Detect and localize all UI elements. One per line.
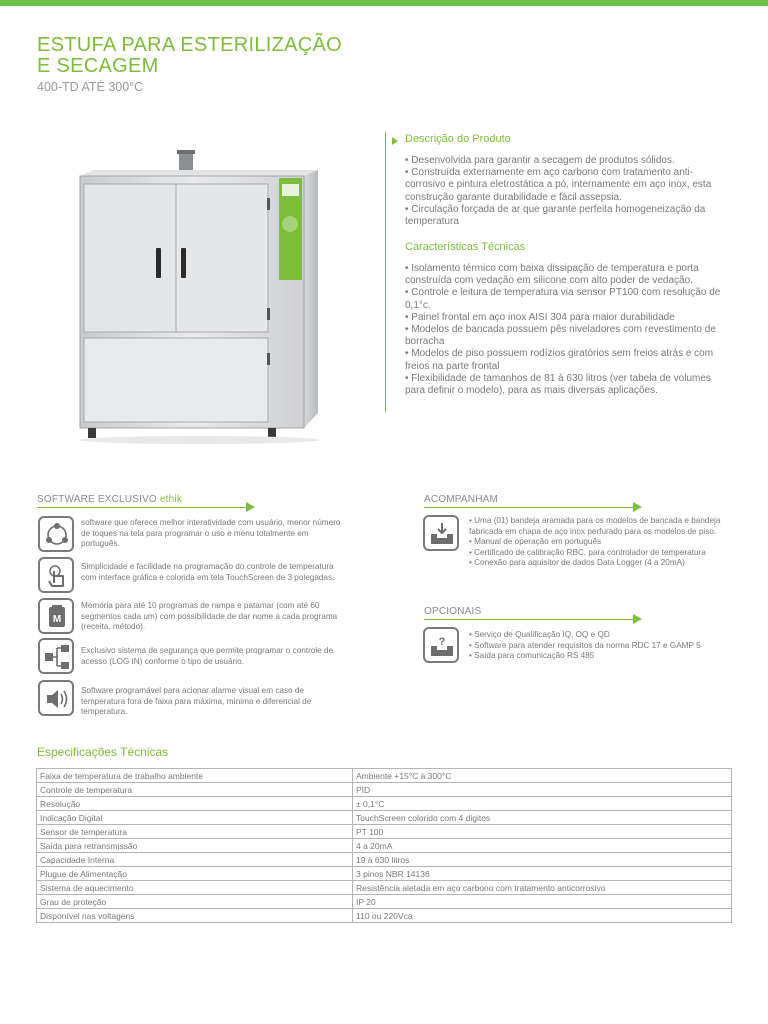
spec-key: Faixa de temperatura de trabalho ambiente (37, 769, 353, 783)
spec-key: Sensor de temperatura (37, 825, 353, 839)
opcionais-item: • Serviço de Qualificação IQ, OQ e QD (469, 630, 610, 639)
specs-table (36, 768, 732, 923)
page-subtitle: 400-TD ATÉ 300°C (37, 80, 144, 94)
software-heading-line (37, 507, 247, 508)
page-title (37, 35, 342, 77)
acompanham-item: • Conexão para aquisitor de dados Data Logger (4 a 20mA) (469, 558, 685, 568)
spec-value: Resistência aletada em aço carbono com tratamento anticorrosivo (353, 881, 732, 895)
specs-heading: Especificações Técnicas (37, 745, 169, 759)
software-feature-5: Software programável para acionar alarme visual em caso de temperatura fora de faixa para máxima, mínima e diferencial de temperatura. (81, 686, 312, 717)
tray-question-icon (423, 627, 459, 663)
table-row (37, 881, 732, 895)
acompanham-item: • Manual de operação em português (469, 537, 602, 547)
description-divider (385, 132, 386, 412)
caracteristicas-heading: Características Técnicas (405, 241, 526, 253)
spec-value: ± 0,1°C (353, 797, 732, 811)
table-row (37, 769, 732, 783)
caracteristicas-item: • Painel frontal em aço inox AISI 304 para maior durabilidade (405, 311, 675, 323)
table-row (37, 867, 732, 881)
table-row (37, 825, 732, 839)
network-circle-icon (38, 516, 74, 552)
table-row (37, 797, 732, 811)
acompanham-heading: ACOMPANHAM (424, 494, 499, 505)
title-line-1: ESTUFA PARA ESTERILIZAÇÃO (37, 34, 342, 56)
spec-key: Resolução (37, 797, 353, 811)
spec-value: TouchScreen colorido com 4 digitos (353, 811, 732, 825)
opcionais-heading: OPCIONAIS (424, 606, 482, 617)
caracteristicas-item: • Flexibilidade de tamanhos de 81 à 630 litros (ver tabela de volumes para definir o modelo), para as mais diversas aplicações. (405, 372, 711, 397)
software-heading-label: SOFTWARE EXCLUSIVO (37, 494, 160, 505)
spec-key: Sistema de aquecimento (37, 881, 353, 895)
software-heading (37, 494, 182, 505)
table-row (37, 811, 732, 825)
spec-key: Disponível nas voltagens (37, 909, 353, 923)
spec-key: Saída para retransmissão (37, 839, 353, 853)
acompanham-heading-arrow (633, 502, 642, 512)
spec-key: Capacidade Interna (37, 853, 353, 867)
software-feature-2: Simplicidade e facilidade na programação do controle de temperatura com interface gráfica e colorida em tela TouchScreen de 3 polegadas. (81, 562, 335, 582)
memory-m-icon (38, 598, 74, 634)
spec-value: 110 ou 220Vca (353, 909, 732, 923)
ethik-brand: ethik (159, 494, 183, 505)
descricao-item: • Circulação forçada de ar que garante perfeita homogeneização da temperatura (405, 203, 706, 228)
acompanham-item: • Certificado de calibração RBC, para controlador de temperatura (469, 547, 706, 557)
user-hierarchy-icon (38, 638, 74, 674)
caracteristicas-item: • Modelos de bancada possuem pês niveladores com revestimento de borracha (405, 324, 716, 348)
spec-value: PT 100 (353, 825, 732, 839)
svg-text:M: M (52, 614, 62, 625)
spec-key: Controle de temperatura (37, 783, 353, 797)
spec-value: 4 a 20mA (353, 839, 732, 853)
descricao-heading: Descrição do Produto (405, 133, 511, 145)
spec-value: IP 20 (353, 895, 732, 909)
spec-value: 19 à 630 litros (353, 853, 732, 867)
spec-value: Ambiente +15°C à 300°C (353, 769, 732, 783)
spec-value: PID (353, 783, 732, 797)
table-row (37, 783, 732, 797)
title-line-2: E SECAGEM (37, 55, 159, 77)
acompanham-list (469, 516, 734, 569)
acompanham-item: • Uma (01) bandeja aramada para os modelos de bancada e bandeja fabricada em chapa de aço inox perfurado para os modelos de piso. (469, 516, 721, 536)
table-row (37, 895, 732, 909)
spec-value: 3 pinos NBR 14136 (353, 867, 732, 881)
table-row (37, 839, 732, 853)
alarm-speaker-icon (38, 680, 74, 716)
caracteristicas-item: • Controle e leitura de temperatura via sensor PT100 com resolução de 0,1°c. (405, 287, 721, 311)
caracteristicas-item: • Isolamento térmico com baixa dissipação de temperatura e porta construída com vedação em silicone com alto poder de vedação. (405, 263, 699, 287)
table-row (37, 909, 732, 923)
spec-key: Grau de proteção (37, 895, 353, 909)
tray-download-icon (423, 515, 459, 551)
spec-key: Plugue de Alimentação (37, 867, 353, 881)
table-row (37, 853, 732, 867)
descricao-item: • Desenvolvida para garantir a secagem de produtos sólidos. (405, 155, 675, 166)
caracteristicas-list (405, 263, 733, 397)
caracteristicas-item: • Modelos de piso possuem rodízios giratórios sem freios atrás e com freios na parte frontal (405, 348, 714, 372)
opcionais-item: • Saída para comunicação RS 485 (469, 651, 595, 661)
description-arrow (392, 137, 398, 145)
software-heading-arrow (246, 502, 255, 512)
acompanham-heading-line (424, 507, 634, 508)
svg-text:?: ? (438, 636, 446, 648)
top-accent-bar (0, 0, 768, 6)
software-feature-4: Exclusivo sistema de segurança que permite programar o controle de acesso (LOG IN) conforme o tipo de usuário. (81, 646, 334, 666)
opcionais-list (469, 630, 734, 662)
opcionais-heading-line (424, 619, 634, 620)
descricao-list (405, 155, 733, 228)
descricao-item: • Construída externamente em aço carbono com tratamento anti-corrosivo e pintura eletrostática a pó, internamente em aço inox, esta construção garante durabilidade e fácil assepsia. (405, 167, 712, 203)
oven-product-image (74, 148, 324, 448)
touch-hand-icon (38, 557, 74, 593)
spec-key: Indicação Digital (37, 811, 353, 825)
opcionais-item: • Software para atender requisitos da norma RDC 17 e GAMP 5 (469, 640, 701, 650)
opcionais-heading-arrow (633, 614, 642, 624)
software-feature-1: software que oferece melhor interatividade com usuário, menor número de toques na tela para programar o uso e menu totalmente em português. (81, 518, 341, 549)
software-feature-3: Memória para até 10 programas de rampa e patamar (com até 60 segmentos cada um) com possibilidade de dar nome a cada programa (receita, método). (81, 601, 338, 632)
